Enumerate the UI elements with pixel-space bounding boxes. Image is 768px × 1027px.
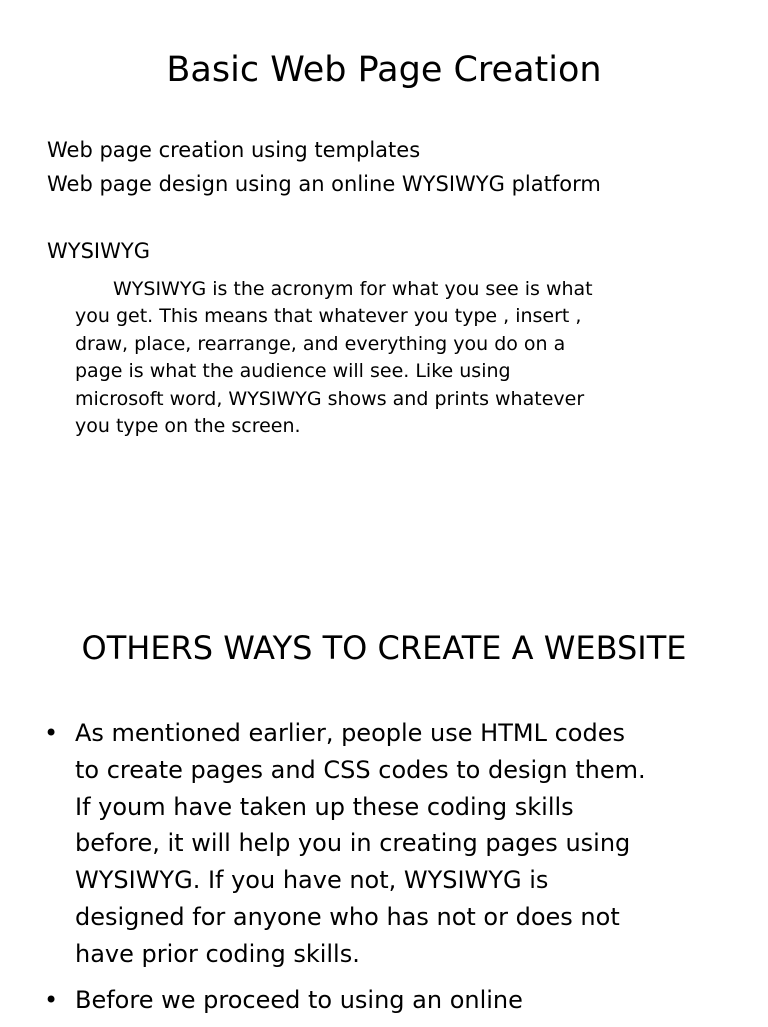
text-line-wysiwyg-platform: Web page design using an online WYSIWYG platform	[47, 172, 601, 196]
bullet-line: As mentioned earlier, people use HTML codes	[75, 719, 625, 747]
bullet-line: designed for anyone who has not or does not	[75, 902, 620, 931]
slide-other-ways-to-create-website	[0, 580, 768, 1024]
wysiwyg-definition-paragraph	[75, 276, 725, 440]
bullet-dot-icon: •	[44, 985, 59, 1014]
paragraph-line: WYSIWYG is the acronym for what you see is what	[113, 278, 593, 300]
bullet-dot-icon: •	[44, 719, 59, 747]
slide-title: OTHERS WAYS TO CREATE A WEBSITE	[81, 629, 687, 667]
bullet-line: WYSIWYG. If you have not, WYSIWYG is	[75, 866, 549, 895]
section-heading-wysiwyg: WYSIWYG	[47, 239, 150, 263]
bullet-line: have prior coding skills.	[75, 939, 360, 968]
bullet-line: If youm have taken up these coding skills	[75, 792, 574, 821]
slide-title: Basic Web Page Creation	[166, 50, 602, 90]
paragraph-line: microsoft word, WYSIWYG shows and prints whatever	[75, 387, 585, 410]
paragraph-line: you get. This means that whatever you type , insert ,	[75, 305, 582, 328]
bullet-line: before, it will help you in creating pages using	[75, 829, 631, 858]
bullet-line: to create pages and CSS codes to design them.	[75, 755, 646, 784]
paragraph-line: you type on the screen.	[75, 415, 301, 438]
paragraph-line: page is what the audience will see. Like using	[75, 360, 511, 383]
bullet-item	[0, 982, 768, 1019]
bullet-list	[0, 715, 768, 1027]
paragraph-line: draw, place, rearrange, and everything you do on a	[75, 332, 566, 355]
text-line-templates: Web page creation using templates	[47, 138, 421, 162]
bullet-item	[0, 715, 768, 973]
bullet-line: Before we proceed to using an online	[75, 985, 523, 1014]
